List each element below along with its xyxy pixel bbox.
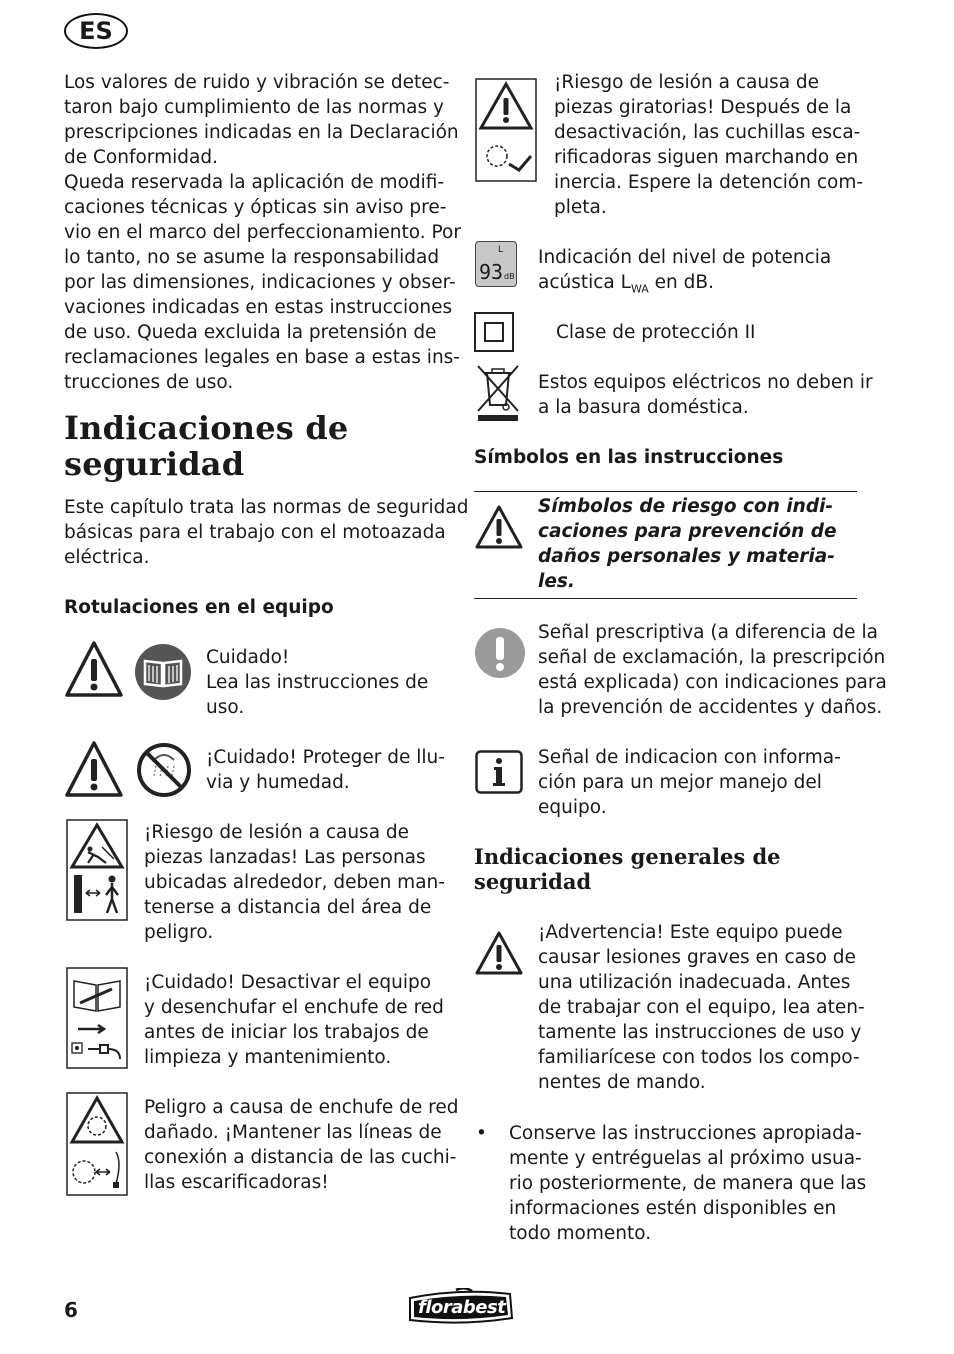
text-line: rificadoras siguen marchando en: [554, 147, 859, 168]
read-manual-icon: [134, 643, 192, 701]
intro-paragraph: [64, 70, 461, 395]
text-line: Estos equipos eléctricos no deben ir: [538, 372, 873, 393]
text-fragment: acústica L: [538, 272, 631, 293]
danger-symbols-text: [538, 494, 837, 594]
text-line: vaciones indicadas en estas instrucciones: [64, 297, 453, 318]
label-text: [144, 970, 444, 1070]
text-line: inercia. Espere la detención com-: [554, 172, 864, 193]
text-line: les.: [538, 571, 575, 592]
label-text: [554, 70, 863, 220]
text-line: pleta.: [554, 197, 607, 218]
text-line: está explicada) con indicaciones para: [538, 672, 887, 693]
section-title-line: seguridad: [64, 445, 245, 483]
text-line: uso.: [206, 697, 245, 718]
text-line: todo momento.: [509, 1223, 652, 1244]
text-line: [538, 270, 831, 302]
bullet-mark: •: [476, 1123, 487, 1144]
text-line: Símbolos de riesgo con indi-: [538, 496, 834, 517]
mandatory-text: [538, 620, 887, 720]
text-line: lo tanto, no se asume la responsabilidad: [64, 247, 440, 268]
text-line: Cuidado!: [206, 647, 290, 668]
text-fragment: en dB.: [648, 272, 714, 293]
text-line: la prevención de accidentes y daños.: [538, 697, 883, 718]
symbols-heading: Símbolos en las instrucciones: [474, 447, 784, 468]
text-line: ¡Riesgo de lesión a causa de: [554, 72, 820, 93]
mandatory-sign-icon: [474, 627, 526, 679]
text-line: conexión a distancia de las cuchi-: [144, 1147, 457, 1168]
text-line: Indicación del nivel de potencia: [538, 247, 832, 268]
noise-unit: dB: [504, 272, 515, 281]
thrown-objects-icon: [66, 819, 128, 921]
language-badge: ES: [64, 13, 128, 49]
text-line: ubicadas alrededor, deben man-: [144, 872, 445, 893]
safety-intro: [64, 495, 468, 570]
text-line: mente y entréguelas al próximo usua-: [509, 1148, 862, 1169]
text-line: antes de iniciar los trabajos de: [144, 1022, 429, 1043]
rotating-blades-icon: [475, 78, 537, 182]
text-line: Señal de indicacion con informa-: [538, 747, 841, 768]
brand-name: florabest: [418, 1297, 506, 1318]
text-line: Lea las instrucciones de: [206, 672, 429, 693]
text-line: de trabajar con el equipo, lea aten-: [538, 997, 865, 1018]
text-line: prescripciones indicadas en la Declaración: [64, 122, 459, 143]
text-line: Indicaciones generales de: [474, 844, 781, 869]
text-line: ¡Cuidado! Desactivar el equipo: [144, 972, 432, 993]
brand-logo: [406, 1288, 516, 1326]
label-text: [144, 1095, 458, 1195]
text-line: equipo.: [538, 797, 607, 818]
text-line: Conserve las instrucciones apropiada-: [509, 1123, 862, 1144]
bullet-text: [509, 1121, 866, 1246]
text-line: Queda reservada la aplicación de modifi-: [64, 172, 445, 193]
label-text: [144, 820, 445, 945]
text-line: ¡Riesgo de lesión a causa de: [144, 822, 410, 843]
text-line: reclamaciones legales en base a estas ins-: [64, 347, 460, 368]
text-line: peligro.: [144, 922, 214, 943]
text-line: tenerse a distancia del área de: [144, 897, 432, 918]
text-line: Señal prescriptiva (a diferencia de la: [538, 622, 878, 643]
text-line: Este capítulo trata las normas de seguridad: [64, 497, 469, 518]
text-line: daños personales y materia-: [538, 546, 835, 567]
text-line: familiarícese con todos los compo-: [538, 1047, 860, 1068]
label-text: [206, 745, 445, 795]
text-line: trucciones de uso.: [64, 372, 234, 393]
divider: [474, 491, 857, 492]
text-line: caciones para prevención de: [538, 521, 837, 542]
weee-bin-icon: [474, 363, 522, 421]
text-line: piezas lanzadas! Las personas: [144, 847, 426, 868]
label-text: [538, 370, 873, 420]
text-line: causar lesiones graves en caso de: [538, 947, 856, 968]
text-line: vio en el marco del perfeccionamiento. Por: [64, 222, 461, 243]
text-line: a la basura doméstica.: [538, 397, 749, 418]
warning-text: [538, 920, 865, 1095]
label-text: [556, 320, 756, 345]
text-subscript: WA: [630, 282, 649, 296]
text-line: llas escarificadoras!: [144, 1172, 329, 1193]
text-line: via y humedad.: [206, 772, 350, 793]
text-line: limpieza y mantenimiento.: [144, 1047, 392, 1068]
text-line: ción para un mejor manejo del: [538, 772, 822, 793]
noise-value: 93: [479, 260, 504, 284]
noise-lwa-label: L: [498, 245, 504, 255]
labels-heading: Rotulaciones en el equipo: [64, 597, 334, 618]
page-number: 6: [64, 1298, 78, 1322]
text-line: dañado. ¡Mantener las líneas de: [144, 1122, 442, 1143]
text-line: tamente las instrucciones de uso y: [538, 1022, 862, 1043]
text-line: informaciones estén disponibles en: [509, 1198, 837, 1219]
no-rain-icon: [136, 742, 192, 798]
text-line: eléctrica.: [64, 547, 150, 568]
text-line: y desenchufar el enchufe de red: [144, 997, 444, 1018]
text-line: desactivación, las cuchillas esca-: [554, 122, 861, 143]
text-line: Los valores de ruido y vibración se detec-: [64, 72, 450, 93]
text-line: por las dimensiones, indicaciones y obser-: [64, 272, 456, 293]
label-text: [538, 245, 831, 302]
text-line: seguridad: [474, 869, 592, 894]
label-text: [206, 645, 428, 720]
protection-class-2-icon: [474, 312, 514, 352]
text-line: básicas para el trabajo con el motoazada: [64, 522, 446, 543]
warning-triangle-icon: [64, 740, 124, 798]
info-icon: [475, 750, 523, 794]
text-line: rio posteriormente, de manera que las: [509, 1173, 867, 1194]
damaged-plug-icon: [66, 1092, 128, 1196]
warning-triangle-icon: [64, 640, 124, 698]
text-line: de Conformidad.: [64, 147, 218, 168]
text-line: de uso. Queda excluida la pretensión de: [64, 322, 437, 343]
text-line: ¡Advertencia! Este equipo puede: [538, 922, 843, 943]
info-text: [538, 745, 841, 820]
text-line: nentes de mando.: [538, 1072, 706, 1093]
text-line: ¡Cuidado! Proteger de llu-: [206, 747, 445, 768]
warning-triangle-icon: [474, 504, 524, 550]
text-line: taron bajo cumplimiento de las normas y: [64, 97, 444, 118]
text-line: una utilización inadecuada. Antes: [538, 972, 851, 993]
text-line: señal de exclamación, la prescripción: [538, 647, 886, 668]
text-line: Peligro a causa de enchufe de red: [144, 1097, 459, 1118]
section-title-line: Indicaciones de: [64, 409, 349, 447]
general-safety-heading: [474, 844, 781, 894]
text-line: piezas giratorias! Después de la: [554, 97, 852, 118]
unplug-before-maintenance-icon: [66, 967, 128, 1069]
noise-level-icon: [475, 241, 517, 287]
warning-triangle-icon: [474, 930, 524, 976]
section-title: [64, 410, 348, 482]
text-line: caciones técnicas y ópticas sin aviso pre-: [64, 197, 447, 218]
text-line: Clase de protección II: [556, 322, 756, 343]
divider: [474, 598, 857, 599]
